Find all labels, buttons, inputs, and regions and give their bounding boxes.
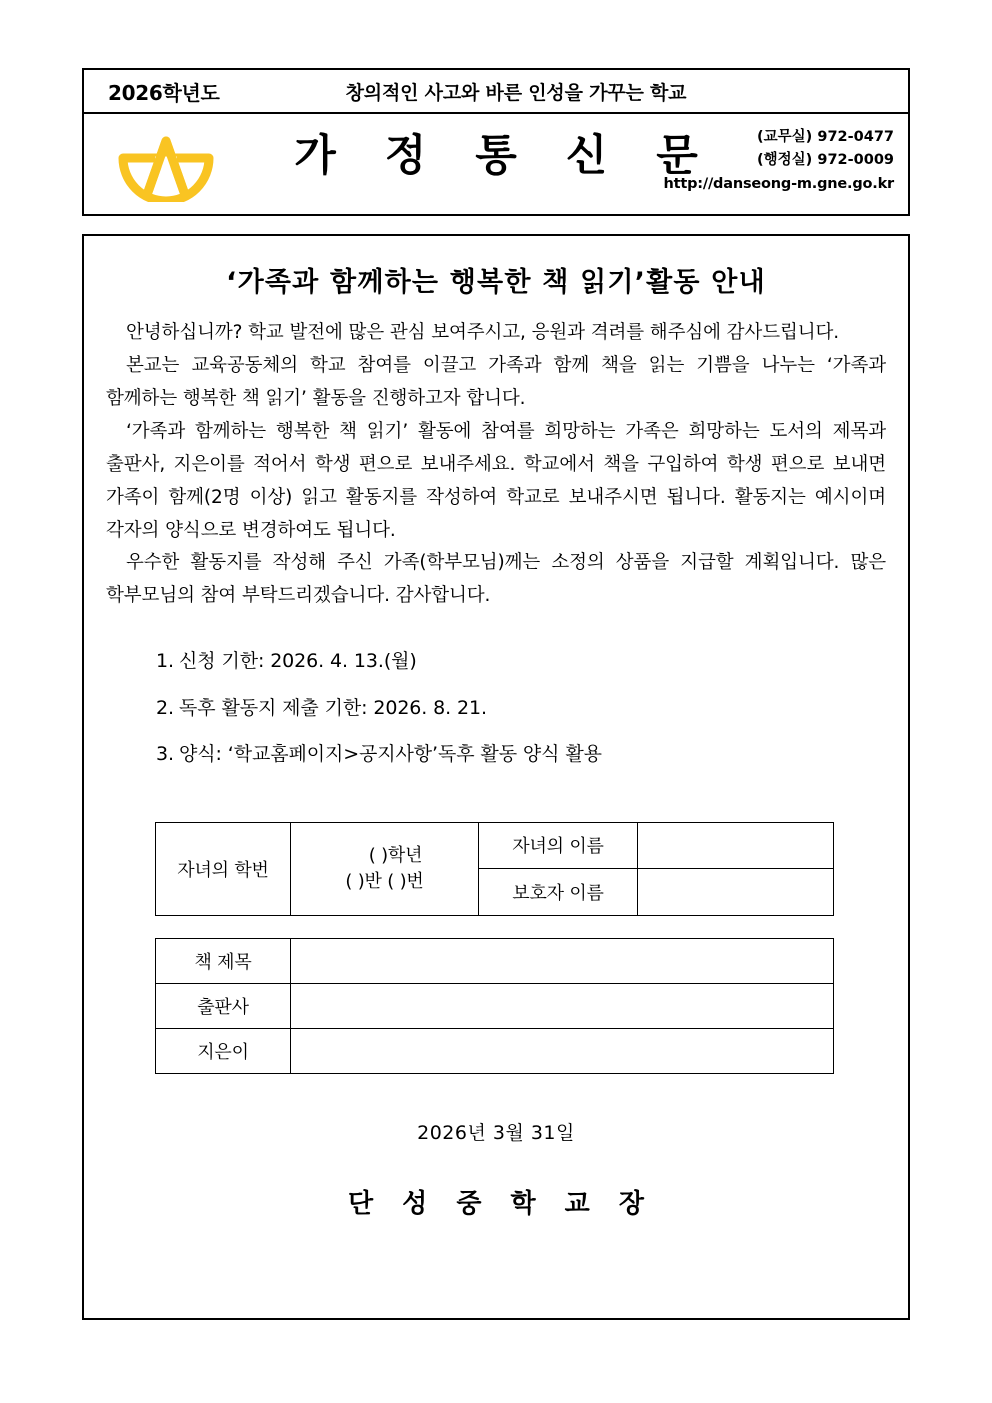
- list-item-number: 3.: [156, 743, 174, 766]
- header-top-row: [84, 70, 908, 114]
- issue-date: 2026년 3월 31일: [417, 1121, 575, 1144]
- author-label: 지은이: [156, 1028, 291, 1073]
- signature-line: 단 성 중 학 교 장: [348, 1188, 654, 1219]
- newsletter-body: [82, 234, 910, 1320]
- student-id-label: 자녀의 학번: [156, 822, 291, 915]
- list-item-number: 2.: [156, 696, 174, 719]
- grade-fill-line: ( )학년: [368, 844, 423, 866]
- admin-phone: (행정실) 972-0009: [757, 152, 894, 169]
- notice-item-list: [106, 647, 886, 769]
- paragraph-greeting: 안녕하십니까? 학교 발전에 많은 관심 보여주시고, 응원과 격려를 해주심에 감사드립니다.: [126, 322, 840, 343]
- book-title-label: 책 제목: [156, 938, 291, 983]
- list-item: [106, 740, 886, 769]
- list-item-number: 1.: [156, 650, 174, 673]
- table-row: [156, 1028, 834, 1073]
- page-title: ‘가족과 함께하는 행복한 책 읽기’활동 안내: [226, 267, 766, 298]
- child-name-label: 자녀의 이름: [479, 822, 638, 869]
- book-title-input[interactable]: [291, 938, 834, 983]
- student-info-table: [155, 822, 834, 916]
- list-item: [106, 647, 886, 676]
- table-row: [156, 938, 834, 983]
- author-input[interactable]: [291, 1028, 834, 1073]
- paragraph-purpose: 본교는 교육공동체의 학교 참여를 이끌고 가족과 함께 책을 읽는 기쁨을 나누는 ‘가족과 함께하는 행복한 책 읽기’ 활동을 진행하고자 합니다.: [106, 354, 886, 409]
- book-request-table: [155, 938, 834, 1074]
- guardian-name-label: 보호자 이름: [479, 869, 638, 916]
- child-name-input[interactable]: [638, 822, 834, 869]
- school-year-label: 2026학년도: [108, 80, 220, 105]
- list-item: [106, 694, 886, 723]
- school-motto-label: 창의적인 사고와 바른 인성을 가꾸는 학교: [345, 81, 687, 104]
- paragraph-reward: 우수한 활동지를 작성해 주신 가족(학부모님)께는 소정의 상품을 지급할 계획입니다. 많은 학부모님의 참여 부탁드리겠습니다. 감사합니다.: [106, 552, 886, 607]
- guardian-name-input[interactable]: [638, 869, 834, 916]
- list-item-label: 독후 활동지 제출 기한: 2026. 8. 21.: [179, 696, 487, 719]
- list-item-label: 신청 기한: 2026. 4. 13.(월): [179, 650, 417, 673]
- grade-class-number-cell: [291, 822, 479, 915]
- class-number-fill-line: ( )반 ( )번: [345, 870, 424, 892]
- table-row: [156, 983, 834, 1028]
- publisher-input[interactable]: [291, 983, 834, 1028]
- list-item-label: 양식: ‘학교홈페이지>공지사항’독후 활동 양식 활용: [179, 743, 602, 766]
- publisher-label: 출판사: [156, 983, 291, 1028]
- body-content: [84, 317, 908, 1220]
- newsletter-header: [82, 68, 910, 216]
- school-contact-block: [664, 126, 895, 196]
- header-main-row: [84, 114, 908, 214]
- paragraph-instructions: ‘가족과 함께하는 행복한 책 읽기’ 활동에 참여를 희망하는 가족은 희망하는 도서의 제목과 출판사, 지은이를 적어서 학생 편으로 보내주세요. 학교에서 책을 구입하여 학생 편으로 보내면 가족이 함께(2명 이상) 읽고 활동지를 작성하여 학교로 보내주시면 됩니다. 활동지는 예시이며 각자의 양식으로 변경하여도 됩니다.: [106, 420, 886, 541]
- table-row: [156, 822, 834, 869]
- office-phone: (교무실) 972-0477: [757, 129, 894, 145]
- school-website-url[interactable]: http://danseong-m.gne.go.kr: [663, 175, 894, 192]
- masthead-title: 가 정 통 신 문: [294, 131, 715, 181]
